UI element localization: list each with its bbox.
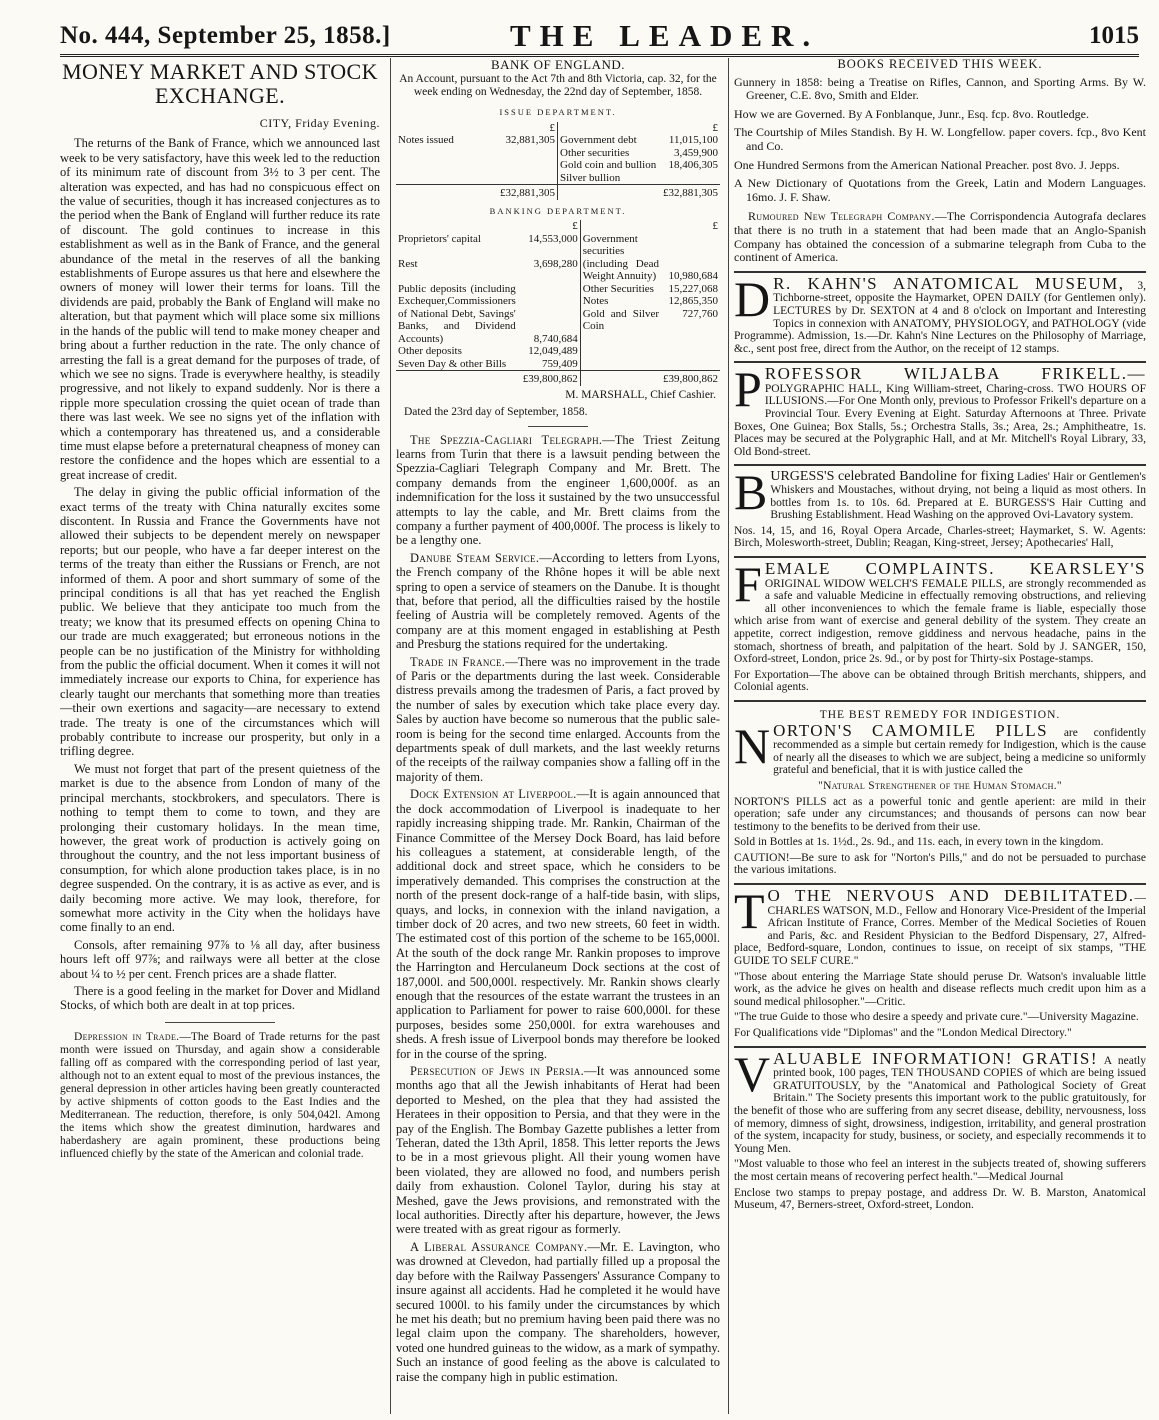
dateline: CITY, Friday Evening. <box>259 116 380 130</box>
book-entry: A New Dictionary of Quotations from the Greek, Latin and Modern Languages. 16mo. J. F. Shaw. <box>734 176 1146 204</box>
news-item: Trade in France.—There was no improvement in the trade of Paris or the departments during the last week. Considerable distress prevails among the tradesmen of Paris, a fact proved by the number of sales by execution which take place every day. Sales by auction have become so numerous that the public sale-room is being for the second time enlarged. Accounts from the departments speak of dull markets, and the last weekly returns of the receipts of the railway companies show a falling off in the majority of them. <box>396 654 720 784</box>
column-money-market <box>60 58 380 1414</box>
banking-dept-head: BANKING DEPARTMENT. <box>489 205 627 216</box>
news-item <box>60 1031 380 1161</box>
ad-kahn-museum: D R. KAHN'S ANATOMICAL MUSEUM, 3, Tichborne-street, opposite the Haymarket, OPEN DAILY (for Gentlemen only). LECTURES by Dr. SEXTON at 4 and 8 o'clock on Important and Interesting Topics in connexion with ANATOMY, PHYSIOLOGY, and PATHOLOGY (vide Programme). Admission, 1s.—Dr. Kahn's Nine Lectures on the Philosophy of Marriage, &c., sent post free, direct from the Author, on the receipt of 12 stamps. <box>734 270 1146 355</box>
column-books-ads <box>728 58 1146 1414</box>
total: £39,800,862 <box>518 371 581 386</box>
total: £39,800,862 <box>661 371 720 386</box>
book-entry: Gunnery in 1858: being a Treatise on Rifles, Cannon, and Sporting Arms. By W. Greener, C.E. 8vo, Smith and Elder. <box>734 74 1146 103</box>
item-text: —The Board of Trade returns for the past month were issued on Thursday, and again show a considerable falling off as compared with the corresponding period of last year, although not to an extent equal to most of the previous instances, the general depression in other articles having been greatly counteracted by active shipments of cotton goods to the East Indies and the Mediterranean. The reduction, therefore, is only 504,042l. Among the items which show the greatest diminution, hardwares and haberdashery are again prominent, these productions being influenced chiefly by the state of the American and colonial trade. <box>60 1030 380 1160</box>
bank-subtitle: An Account, pursuant to the Act 7th and 8th Victoria, cap. 32, for the week ending on Wednesday, the 22nd day of September, 1858. <box>399 73 717 99</box>
book-entry: How we are Governed. By A Fonblanque, Junr., Esq. fcp. 8vo. Routledge. <box>734 106 1089 121</box>
ad-burgess-bandoline: BURGESS'S celebrated Bandoline for fixing Ladies' Hair or Gentlemen's Whiskers and Moustaches, without drying, not being a liquid as most others. In bottles from 1s. to 10s. 6d. Prepared at E. BURGESS'S Hair Cutting and Brushing Establishment. Head Washing on the approved Ovi-Lavatory system. Nos. 14, 15, and 16, Royal Opera Arcade, Charles-street; Haymarket, S. W. Agents: Birch, Molesworth-street, Dublin; Reagan, King-street, Jersey; Apothecaries' Hall, <box>734 464 1146 550</box>
news-item: The Spezzia-Cagliari Telegraph.—The Triest Zeitung learns from Turin that there is a lawsuit pending between the Spezzia-Cagliari Telegraph Company and Mr. Brett. The company demands from the engineer 1,600,000f. as an indemnification for the loss it sustained by the two unsuccessful attempts to lay the cable, and Mr. Brett claims from the company a further payment of 400,000f. The process is likely to be a lengthy one. <box>396 432 720 548</box>
issue-dept-head: ISSUE DEPARTMENT. <box>499 107 617 118</box>
ad-nervous-debilitated: T O THE NERVOUS AND DEBILITATED.—CHARLES WATSON, M.D., Fellow and Honorary Vice-President of the Imperial African Institute of France, Corres. Member of the Medical Societies of Rouen and Paris, &c. and Resident Physician to the Bedford Dispensary, 27, Alfred-place, Bedford-square, London, continues to issue, on receipt of six stamps, "THE GUIDE TO SELF CURE." "Those about entering the Marriage State should peruse Dr. Watson's invaluable little work, as the advice he gives on health and disease reflects much credit upon him as a sound medical philosopher."—Critic. "The true Guide to those who desire a speedy and private cure."—University Magazine. For Qualifications vide "Diplomas" and the "London Medical Directory." <box>734 883 1146 1039</box>
divider <box>528 426 588 427</box>
acct-label: Notes issued <box>398 134 454 147</box>
book-entry: The Courtship of Miles Standish. By H. W. Longfellow. paper covers. fcp., 8vo Kent and Co. <box>734 125 1146 153</box>
total: £32,881,305 <box>660 185 720 200</box>
news-item: Persecution of Jews in Persia.—It was announced some months ago that all the Jewish inhabitants of Herat had been deported to Meshed, on the plea that they had assisted the Heratees in their opposition to Persia, and that they were in the pay of the English. The Bombay Gazette publishes a letter from Teheran, dated the 13th April, 1858. This letter reports the Jews to be in a most grievous plight. All their young women have been violated, they are allowed no food, and numbers perish daily from exhaustion. Colonel Taylor, during his stay at Meshed, gave the Jews provisions, and remonstrated with the local authorities. Directly after his departure, however, the Jews were treated with as great rigour as formerly. <box>396 1064 720 1237</box>
item-head: Depression in Trade. <box>74 1030 180 1043</box>
news-item: Dock Extension at Liverpool.—It is again announced that the dock accommodation of Liverpool is inadequate to her rapidly increasing shipping trade. Mr. Rankin, Chairman of the Finance Committee of the Mersey Dock Board, has laid before his colleagues a statement, at considerable length, of the additional dock and street space, which he considers to be imperatively demanded. This comprises the construction at the north of the present dock-range of a half-tide basin, with slips, quays, and locks, in connexion with the inland navigation, a timber dock of 20 acres, and two new streets, 60 feet in width. The estimated cost of this portion of the scheme to be 165,000l. At the south of the dock range Mr. Rankin proposes to improve the Harrington and Herculaneum Dock sections at the cost of 187,000l. and 500,000l. respectively. Mr. Rankin shows clearly enough that the resources of the estate warrant the trustees in an application to Parliament for power to raise 600,000l. for these purposes, besides some 250,000l. for extra warehouses and sheds. A fresh issue of Liverpool bonds may therefore be looked for in the course of the spring. <box>396 787 720 1061</box>
paragraph: The returns of the Bank of France, which we announced last week to be very satisfactory, have this week led to the reduction of its minimum rate of discount from 3½ to 3 per cent. The alteration was expected, and has had no conspicuous effect on the value of securities, though it has increased conjectures as to the period when the Bank of England will further reduce its rate of discount. The gold continues to increase in this establishment as well as in the Bank of France, and the general abundance of the metal in the reserves of all the banking establishments of Europe assures us that here and elsewhere the owners of money will lower their terms for loans. Till the dividends are paid, probably the Bank of England will make no alteration, but that payment which will place some six millions in the hands of the public will tend to make money cheaper and bring about a further reduction in the rate. The only chance of arresting the fall is a great demand for the purposes of trade, of which we see no signs. Trade is everywhere healthy, is steadily progressive, and not likely to expand suddenly. Nor is there a ripple more speculation crossing the quiet ocean of trade than there was last week. We see no signs yet of the inflation with which a contemporary has threatened us, and a considerable time must elapse before a preternatural cheapness of money can restore the confidence and the hopes which are essential to a great increase of credit. <box>60 136 380 482</box>
issue-account-table: £ £ Notes issued 32,881,305 Government debt 11,015,100 Other securities 3,459,900 Gold coin and bullion 18,406,305 Silver bullion £32,881,305 £32,881,305 <box>398 121 718 200</box>
paper-title: THE LEADER. <box>510 18 820 53</box>
news-item: A Liberal Assurance Company.—Mr. E. Lavington, who was drowned at Clevedon, had partially filled up a proposal the day before with the Railway Passengers' Assurance Company to insure against all accidents. Had he completed it he would have secured 1000l. to his family under the circumstances by which he met his death; but no premium having been paid there was no legal claim upon the company. The shareholders, however, voted one hundred guineas to the widow, as a mark of sympathy. Such an instance of good feeling as the above is calculated to raise the company high in public estimation. <box>396 1239 720 1384</box>
paragraph: We must not forget that part of the present quietness of the market is due to the absence from London of many of the principal merchants, stockbrokers, and speculators. There is nothing to tempt them to come to town, and they are prolonging their customary holidays. In the mean time, however, the great work of production is actively going on throughout the country, and the not less important business of consumption, for which alone production takes place, is in no degree suspended. On the contrary, it is as active as ever, and is daily becoming more active. We may look, therefore, for somewhat more activity in the City when the holidays have come finally to an end. <box>60 761 380 935</box>
books-title: BOOKS RECEIVED THIS WEEK. <box>837 58 1043 71</box>
news-item: Rumoured New Telegraph Company.—The Corrispondencia Autografa declares that there is no truth in a statement that had been made that an Anglo-Spanish Company has obtained the concession of a submarine telegraph from Cuba to the continent of America. <box>734 209 1146 265</box>
banking-account-table: £ £ Proprietors' capital 14,553,000 Government securities (including Dead Weight Annuity) 10,980,684 Rest 3,698,280 Public deposits (including Exchequer,Commissioners of National Debt, Savings' Banks, and Dividend Accounts) 8,740,684 Other Securities Notes Gold and Silver Coin 15,227,068 12,865,350 727,760 Other deposits 12,049,489 Seven Day & other Bills 759,409 £39,800,862 £39,800,862 <box>398 220 718 386</box>
article-title: MONEY MARKET AND STOCK EXCHANGE. <box>62 59 378 108</box>
dated-line: Dated the 23rd day of September, 1858. <box>404 406 588 419</box>
paragraph: There is a good feeling in the market for Dover and Midland Stocks, of which both are dealt in at top prices. <box>60 983 380 1013</box>
issue-line: No. 444, September 25, 1858.] <box>60 22 391 49</box>
cashier-signature: M. MARSHALL, Chief Cashier. <box>565 388 716 401</box>
ad-valuable-information: VALUABLE INFORMATION! GRATIS! A neatly printed book, 100 pages, TEN THOUSAND COPIES of which are being issued GRATUITOUSLY, by the "Anatomical and Pathological Society of Great Britain." The Society presents this important work to the public gratuitously, for the benefit of those who are suffering from any secret disease, debility, nervousness, loss of memory, dimness of sight, drowsiness, indigestion, irritability, and general prostration of the system, incapacity for study, business, or society, and especially recommends it to Young Men. "Most valuable to those who feel an interest in the subjects treated of, showing sufferers the most certain means of recovering perfect health."—Medical Journal Enclose two stamps to prepay postage, and address Dr. W. B. Marston, Anatomical Museum, 47, Berners-street, Oxford-street, London. <box>734 1045 1146 1212</box>
bank-title: BANK OF ENGLAND. <box>490 58 626 72</box>
book-entry: One Hundred Sermons from the American National Preacher. post 8vo. J. Jepps. <box>734 157 1120 172</box>
ad-norton-pills: THE BEST REMEDY FOR INDIGESTION. NORTON'S CAMOMILE PILLS are confidently recommended as a simple but certain remedy for Indigestion, which is the cause of nearly all the diseases to which we are subject, being a medicine so uniformly grateful and beneficial, that it is with justice called the "Natural Strengthener of the Human Stomach." NORTON'S PILLS act as a powerful tonic and gentle aperient: are mild in their operation; safe under any circumstances; and thousands of persons can now bear testimony to the benefits to be derived from their use. Sold in Bottles at 1s. 1½d., 2s. 9d., and 11s. each, in every town in the kingdom. CAUTION!—Be sure to ask for "Norton's Pills," and do not be persuaded to purchase the various imitations. <box>734 700 1146 877</box>
page-number: 1015 <box>1089 22 1139 49</box>
masthead <box>60 18 1139 57</box>
total: £32,881,305 <box>495 185 558 200</box>
ad-frikell: PROFESSOR WILJALBA FRIKELL.— POLYGRAPHIC HALL, King William-street, Charing-cross. TWO HOURS OF ILLUSIONS.—For One Month only, previous to Professor Frikell's departure on a Provincial Tour. Every Evening at Eight. Saturday Afternoons at Three. Private Boxes, One Guinea; Box Stalls, 5s.; Orchestra Stalls, 3s.; Area, 2s.; Amphitheatre, 1s. Places may be secured at the Polygraphic Hall, and at Mr. Mitchell's Royal Library, 33, Old Bond-street. <box>734 361 1146 458</box>
divider <box>165 1022 275 1023</box>
acct-label: Government debt <box>560 134 637 147</box>
paragraph: The delay in giving the public official information of the exact terms of the treaty with China naturally excites some discontent. In Russia and France the Governments have not allowed their subjects to be dependent merely on newspaper reports; but our people, who have a far deeper interest on the terms of the treaty than either the Russians or French, are not informed of them. A poor and short summary of some of the principal conditions is all that has yet reached the English public. We believe that they anticipate too much from the treaty; we know that its presumed effects on opening China to our trade are much exaggerated; but erroneous notions in the people can be no justification of the Ministry for withholding from the public the official document. When it comes it will not immediately increase our exports to China, for experience has clearly taught our merchants that something more than treaties—their own exertions and sagacity—are necessary to extend trade. The treaty is one of the circumstances which will probably contribute to increase our prosperity, but only in a trifling degree. <box>60 485 380 759</box>
news-item: Danube Steam Service.—According to letters from Lyons, the French company of the Rhône hopes it will be able next spring to open a service of steamers on the Danube. It is thought that, before that period, all the difficulties raised by the hostile feeling of Austria will be completely removed. Agents of the company are at this moment engaged in establishing at Pesth and Presburg the stations required for the undertaking. <box>396 550 720 652</box>
paragraph: Consols, after remaining 97⅞ to ⅛ all day, after business hours left off 97⅞; and railways were all better at the close about ¼ to ½ per cent. French prices are a shade flatter. <box>60 937 380 981</box>
ad-female-pills: FEMALE COMPLAINTS. KEARSLEY'S ORIGINAL WIDOW WELCH'S FEMALE PILLS, are strongly recommended as a safe and valuable Medicine in effectually removing obstructions, and relieving all other inconveniences to which the female frame is liable, especially those which arise from want of exercise and general debility of the system. They create an appetite, correct indigestion, remove giddiness and nervous headache, pains in the stomach, shortness of breath, and palpitation of the heart. Sold by J. SANGER, 150, Oxford-street, London, price 2s. 9d., or by post for Thirty-six Postage-stamps. For Exportation—The above can be obtained through British merchants, shippers, and Colonial agents. <box>734 556 1146 694</box>
column-bank <box>390 58 720 1414</box>
